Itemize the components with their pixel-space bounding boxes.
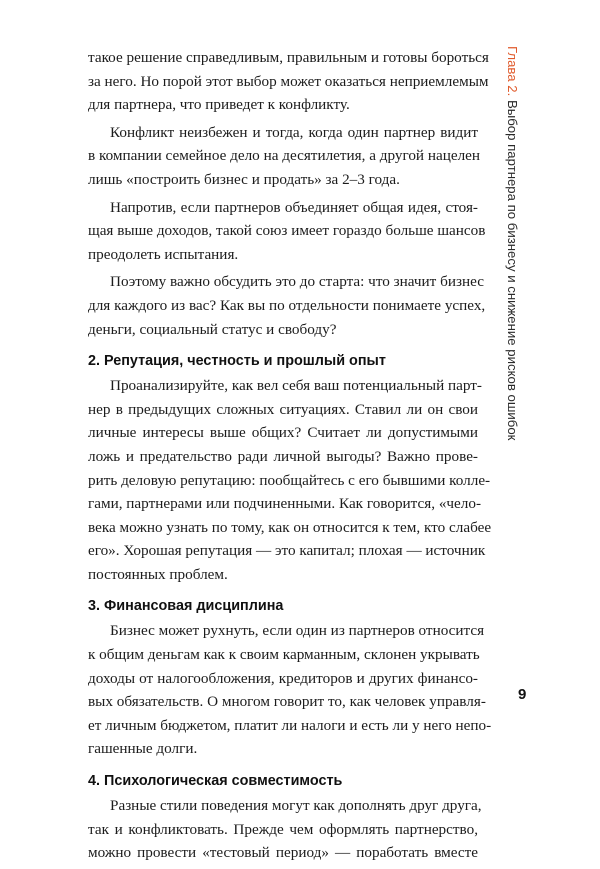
paragraph-finance [88, 619, 492, 761]
text-line: для каждого из вас? Как вы по отдельности понимаете успех, [88, 296, 486, 314]
text-line: доходы от налогообложения, кредиторов и других финансо- [88, 669, 478, 687]
text-line: рить деловую репутацию: пообщайтесь с его бывшими колле- [88, 471, 491, 489]
paragraph-intro-3 [88, 196, 486, 267]
section-heading-reputation: 2. Репутация, честность и прошлый опыт [88, 353, 386, 370]
running-chapter-header [504, 46, 520, 440]
text-line: его». Хорошая репутация — это капитал; плохая — источник [88, 542, 486, 560]
text-line: в компании семейное дело на десятилетия, а другой нацелен [88, 147, 481, 165]
text-line: можно провести «тестовый период» — поработать вместе [88, 844, 478, 862]
text-line: деньги, социальный статус и свободу? [88, 320, 337, 338]
text-line: Напротив, если партнеров объединяет общая идея, стоя- [110, 198, 478, 216]
paragraph-intro-2 [88, 121, 481, 192]
text-line: Проанализируйте, как вел себя ваш потенциальный парт- [110, 377, 482, 395]
text-line: века можно узнать по тому, как он относится к тем, кто слабее [88, 518, 492, 536]
page-body [88, 46, 492, 869]
paragraph-intro-1 [88, 46, 489, 117]
chapter-label: Глава 2. [505, 46, 520, 97]
text-line: ет личным бюджетом, платит ли налоги и есть ли у него непо- [88, 716, 492, 734]
chapter-title: Выбор партнера по бизнесу и снижение рисков ошибок [505, 99, 520, 441]
text-line: так и конфликтовать. Прежде чем оформлять партнерство, [88, 820, 478, 838]
text-line: к общим деньгам как к своим карманным, склонен укрывать [88, 646, 480, 664]
text-line: вых обязательств. О многом говорит то, как человек управля- [88, 693, 486, 711]
text-line: нер в предыдущих сложных ситуациях. Ставил ли он свои [88, 400, 478, 418]
paragraph-intro-4 [88, 270, 486, 341]
paragraph-reputation [88, 374, 492, 586]
text-line: гами, партнерами или подчиненными. Как говорится, «чело- [88, 495, 482, 513]
text-line: такое решение справедливым, правильным и готовы бороться [88, 49, 489, 66]
text-line: гашенные долги. [88, 740, 198, 758]
paragraph-psychology [88, 794, 482, 865]
text-line: за него. Но порой этот выбор может оказаться неприемлемым [88, 72, 489, 90]
text-line: лишь «построить бизнес и продать» за 2–3 года. [88, 170, 400, 188]
section-heading-psychology: 4. Психологическая совместимость [88, 773, 343, 790]
text-line: Конфликт неизбежен и тогда, когда один партнер видит [110, 123, 478, 141]
text-line: щая выше доходов, такой союз имеет гораздо больше шансов [88, 222, 486, 240]
text-line: личные интересы выше общих? Считает ли допустимыми [88, 424, 478, 442]
text-line: Разные стили поведения могут как дополнять друг друга, [110, 797, 482, 815]
text-line: ложь и предательство ради личной выгоды? Важно прове- [88, 447, 478, 465]
text-line: постоянных проблем. [88, 565, 228, 583]
text-line: Поэтому важно обсудить это до старта: что значит бизнес [110, 273, 484, 291]
page-number: 9 [518, 686, 527, 703]
text-line: для партнера, что приведет к конфликту. [88, 96, 350, 114]
text-line: Бизнес может рухнуть, если один из партнеров относится [110, 622, 485, 640]
text-line: преодолеть испытания. [88, 245, 239, 263]
section-heading-finance: 3. Финансовая дисциплина [88, 598, 284, 615]
